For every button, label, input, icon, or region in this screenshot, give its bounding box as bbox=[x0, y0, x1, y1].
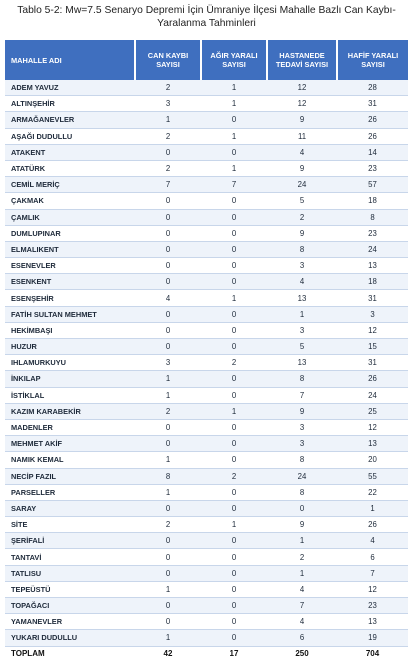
table-row bbox=[5, 500, 408, 516]
neighborhood-name: SARAY bbox=[5, 500, 135, 516]
neighborhood-name: ŞERİFALİ bbox=[5, 533, 135, 549]
hospital-treatment-cell: 6 bbox=[267, 630, 337, 646]
header-severe-line1: AĞIR YARALI bbox=[210, 51, 258, 60]
table-header bbox=[5, 40, 408, 80]
severe-injured-cell: 1 bbox=[201, 517, 267, 533]
table-caption bbox=[6, 4, 407, 30]
header-deaths-line1: CAN KAYBI bbox=[147, 51, 189, 60]
table-row bbox=[5, 290, 408, 306]
hospital-treatment-cell: 9 bbox=[267, 225, 337, 241]
table-row bbox=[5, 160, 408, 176]
light-injured-cell: 31 bbox=[337, 290, 408, 306]
light-injured-cell: 25 bbox=[337, 403, 408, 419]
deaths-cell: 0 bbox=[135, 500, 201, 516]
hospital-treatment-cell: 3 bbox=[267, 258, 337, 274]
deaths-cell: 0 bbox=[135, 598, 201, 614]
deaths-cell: 0 bbox=[135, 225, 201, 241]
table-row bbox=[5, 209, 408, 225]
header-neighborhood: MAHALLE ADI bbox=[5, 40, 135, 80]
header-deaths bbox=[135, 40, 201, 80]
table-row bbox=[5, 387, 408, 403]
table-body bbox=[5, 80, 408, 646]
light-injured-cell: 18 bbox=[337, 274, 408, 290]
neighborhood-name: NAMIK KEMAL bbox=[5, 452, 135, 468]
total-deaths: 42 bbox=[135, 646, 201, 661]
header-hospital-treatment bbox=[267, 40, 337, 80]
light-injured-cell: 15 bbox=[337, 339, 408, 355]
table-row bbox=[5, 436, 408, 452]
table-row bbox=[5, 193, 408, 209]
hospital-treatment-cell: 1 bbox=[267, 533, 337, 549]
deaths-cell: 1 bbox=[135, 484, 201, 500]
hospital-treatment-cell: 9 bbox=[267, 403, 337, 419]
hospital-treatment-cell: 8 bbox=[267, 452, 337, 468]
severe-injured-cell: 0 bbox=[201, 225, 267, 241]
hospital-treatment-cell: 13 bbox=[267, 355, 337, 371]
header-severe-injured bbox=[201, 40, 267, 80]
neighborhood-name: ARMAĞANEVLER bbox=[5, 112, 135, 128]
light-injured-cell: 3 bbox=[337, 306, 408, 322]
caption-line-1: Tablo 5-2: Mw=7.5 Senaryo Depremi İçin Ümraniye İlçesi Mahalle Bazlı Can Kaybı- bbox=[17, 5, 396, 16]
hospital-treatment-cell: 8 bbox=[267, 241, 337, 257]
deaths-cell: 0 bbox=[135, 306, 201, 322]
header-severe-line2: SAYISI bbox=[222, 60, 246, 69]
total-hospital-treatment: 250 bbox=[267, 646, 337, 661]
hospital-treatment-cell: 2 bbox=[267, 209, 337, 225]
caption-line-2: Yaralanma Tahminleri bbox=[157, 18, 256, 29]
hospital-treatment-cell: 9 bbox=[267, 112, 337, 128]
deaths-cell: 8 bbox=[135, 468, 201, 484]
light-injured-cell: 28 bbox=[337, 80, 408, 96]
table-row bbox=[5, 128, 408, 144]
severe-injured-cell: 0 bbox=[201, 630, 267, 646]
hospital-treatment-cell: 1 bbox=[267, 306, 337, 322]
light-injured-cell: 22 bbox=[337, 484, 408, 500]
deaths-cell: 0 bbox=[135, 436, 201, 452]
light-injured-cell: 12 bbox=[337, 419, 408, 435]
severe-injured-cell: 0 bbox=[201, 484, 267, 500]
neighborhood-name: TOPAĞACI bbox=[5, 598, 135, 614]
severe-injured-cell: 0 bbox=[201, 371, 267, 387]
light-injured-cell: 4 bbox=[337, 533, 408, 549]
table-row bbox=[5, 339, 408, 355]
light-injured-cell: 14 bbox=[337, 144, 408, 160]
hospital-treatment-cell: 5 bbox=[267, 193, 337, 209]
table-row bbox=[5, 403, 408, 419]
neighborhood-name: DUMLUPINAR bbox=[5, 225, 135, 241]
deaths-cell: 4 bbox=[135, 290, 201, 306]
table-row bbox=[5, 80, 408, 96]
header-hospital-line1: HASTANEDE bbox=[279, 51, 325, 60]
severe-injured-cell: 0 bbox=[201, 112, 267, 128]
deaths-cell: 0 bbox=[135, 274, 201, 290]
severe-injured-cell: 0 bbox=[201, 598, 267, 614]
light-injured-cell: 19 bbox=[337, 630, 408, 646]
table-row bbox=[5, 468, 408, 484]
hospital-treatment-cell: 3 bbox=[267, 322, 337, 338]
casualty-table bbox=[5, 40, 408, 661]
severe-injured-cell: 0 bbox=[201, 436, 267, 452]
light-injured-cell: 31 bbox=[337, 355, 408, 371]
severe-injured-cell: 1 bbox=[201, 80, 267, 96]
neighborhood-name: FATİH SULTAN MEHMET bbox=[5, 306, 135, 322]
header-hospital-line2: TEDAVİ SAYISI bbox=[275, 60, 329, 69]
hospital-treatment-cell: 1 bbox=[267, 565, 337, 581]
severe-injured-cell: 0 bbox=[201, 549, 267, 565]
light-injured-cell: 26 bbox=[337, 371, 408, 387]
light-injured-cell: 26 bbox=[337, 112, 408, 128]
deaths-cell: 0 bbox=[135, 209, 201, 225]
total-severe-injured: 17 bbox=[201, 646, 267, 661]
neighborhood-name: MEHMET AKİF bbox=[5, 436, 135, 452]
deaths-cell: 0 bbox=[135, 258, 201, 274]
light-injured-cell: 12 bbox=[337, 581, 408, 597]
hospital-treatment-cell: 24 bbox=[267, 468, 337, 484]
deaths-cell: 0 bbox=[135, 339, 201, 355]
light-injured-cell: 13 bbox=[337, 614, 408, 630]
deaths-cell: 0 bbox=[135, 614, 201, 630]
table-row bbox=[5, 177, 408, 193]
severe-injured-cell: 1 bbox=[201, 403, 267, 419]
table-row bbox=[5, 419, 408, 435]
severe-injured-cell: 0 bbox=[201, 322, 267, 338]
light-injured-cell: 23 bbox=[337, 225, 408, 241]
deaths-cell: 3 bbox=[135, 96, 201, 112]
deaths-cell: 0 bbox=[135, 241, 201, 257]
severe-injured-cell: 1 bbox=[201, 96, 267, 112]
table-row bbox=[5, 306, 408, 322]
hospital-treatment-cell: 5 bbox=[267, 339, 337, 355]
table-footer bbox=[5, 646, 408, 661]
hospital-treatment-cell: 12 bbox=[267, 96, 337, 112]
table-row bbox=[5, 258, 408, 274]
light-injured-cell: 23 bbox=[337, 598, 408, 614]
hospital-treatment-cell: 12 bbox=[267, 80, 337, 96]
neighborhood-name: TATLISU bbox=[5, 565, 135, 581]
severe-injured-cell: 1 bbox=[201, 160, 267, 176]
severe-injured-cell: 0 bbox=[201, 193, 267, 209]
neighborhood-name: ATATÜRK bbox=[5, 160, 135, 176]
severe-injured-cell: 0 bbox=[201, 500, 267, 516]
table-row bbox=[5, 533, 408, 549]
deaths-cell: 3 bbox=[135, 355, 201, 371]
hospital-treatment-cell: 8 bbox=[267, 371, 337, 387]
header-light-line1: HAFİF YARALI bbox=[347, 51, 399, 60]
neighborhood-name: ESENEVLER bbox=[5, 258, 135, 274]
severe-injured-cell: 2 bbox=[201, 355, 267, 371]
severe-injured-cell: 0 bbox=[201, 144, 267, 160]
table-row bbox=[5, 355, 408, 371]
severe-injured-cell: 0 bbox=[201, 452, 267, 468]
hospital-treatment-cell: 7 bbox=[267, 598, 337, 614]
deaths-cell: 0 bbox=[135, 419, 201, 435]
neighborhood-name: SİTE bbox=[5, 517, 135, 533]
hospital-treatment-cell: 3 bbox=[267, 436, 337, 452]
light-injured-cell: 55 bbox=[337, 468, 408, 484]
neighborhood-name: İNKILAP bbox=[5, 371, 135, 387]
deaths-cell: 1 bbox=[135, 112, 201, 128]
neighborhood-name: KAZIM KARABEKİR bbox=[5, 403, 135, 419]
neighborhood-name: TANTAVİ bbox=[5, 549, 135, 565]
table-row bbox=[5, 225, 408, 241]
neighborhood-name: IHLAMURKUYU bbox=[5, 355, 135, 371]
hospital-treatment-cell: 7 bbox=[267, 387, 337, 403]
table-row bbox=[5, 322, 408, 338]
light-injured-cell: 13 bbox=[337, 258, 408, 274]
severe-injured-cell: 0 bbox=[201, 274, 267, 290]
hospital-treatment-cell: 4 bbox=[267, 614, 337, 630]
neighborhood-name: YAMANEVLER bbox=[5, 614, 135, 630]
neighborhood-name: ATAKENT bbox=[5, 144, 135, 160]
severe-injured-cell: 0 bbox=[201, 241, 267, 257]
header-row bbox=[5, 40, 408, 80]
neighborhood-name: CEMİL MERİÇ bbox=[5, 177, 135, 193]
light-injured-cell: 6 bbox=[337, 549, 408, 565]
deaths-cell: 0 bbox=[135, 144, 201, 160]
table-row bbox=[5, 565, 408, 581]
neighborhood-name: YUKARI DUDULLU bbox=[5, 630, 135, 646]
deaths-cell: 1 bbox=[135, 371, 201, 387]
header-deaths-line2: SAYISI bbox=[156, 60, 180, 69]
neighborhood-name: NECİP FAZIL bbox=[5, 468, 135, 484]
table-row bbox=[5, 614, 408, 630]
deaths-cell: 0 bbox=[135, 193, 201, 209]
total-light-injured: 704 bbox=[337, 646, 408, 661]
light-injured-cell: 31 bbox=[337, 96, 408, 112]
neighborhood-name: ELMALIKENT bbox=[5, 241, 135, 257]
severe-injured-cell: 0 bbox=[201, 614, 267, 630]
hospital-treatment-cell: 8 bbox=[267, 484, 337, 500]
table-row bbox=[5, 484, 408, 500]
deaths-cell: 7 bbox=[135, 177, 201, 193]
table-row bbox=[5, 452, 408, 468]
hospital-treatment-cell: 24 bbox=[267, 177, 337, 193]
deaths-cell: 1 bbox=[135, 452, 201, 468]
light-injured-cell: 26 bbox=[337, 517, 408, 533]
severe-injured-cell: 0 bbox=[201, 209, 267, 225]
neighborhood-name: ALTINŞEHİR bbox=[5, 96, 135, 112]
severe-injured-cell: 2 bbox=[201, 468, 267, 484]
deaths-cell: 0 bbox=[135, 565, 201, 581]
neighborhood-name: HEKİMBAŞI bbox=[5, 322, 135, 338]
deaths-cell: 0 bbox=[135, 533, 201, 549]
light-injured-cell: 20 bbox=[337, 452, 408, 468]
neighborhood-name: ÇAKMAK bbox=[5, 193, 135, 209]
hospital-treatment-cell: 4 bbox=[267, 581, 337, 597]
deaths-cell: 2 bbox=[135, 80, 201, 96]
hospital-treatment-cell: 4 bbox=[267, 274, 337, 290]
neighborhood-name: ESENŞEHİR bbox=[5, 290, 135, 306]
deaths-cell: 1 bbox=[135, 387, 201, 403]
neighborhood-name: ESENKENT bbox=[5, 274, 135, 290]
light-injured-cell: 24 bbox=[337, 241, 408, 257]
hospital-treatment-cell: 11 bbox=[267, 128, 337, 144]
severe-injured-cell: 0 bbox=[201, 258, 267, 274]
light-injured-cell: 7 bbox=[337, 565, 408, 581]
hospital-treatment-cell: 13 bbox=[267, 290, 337, 306]
deaths-cell: 2 bbox=[135, 517, 201, 533]
light-injured-cell: 18 bbox=[337, 193, 408, 209]
table-row bbox=[5, 549, 408, 565]
header-light-line2: SAYISI bbox=[361, 60, 385, 69]
light-injured-cell: 13 bbox=[337, 436, 408, 452]
deaths-cell: 2 bbox=[135, 128, 201, 144]
table-row bbox=[5, 274, 408, 290]
deaths-cell: 2 bbox=[135, 160, 201, 176]
hospital-treatment-cell: 0 bbox=[267, 500, 337, 516]
severe-injured-cell: 7 bbox=[201, 177, 267, 193]
header-light-injured bbox=[337, 40, 408, 80]
severe-injured-cell: 0 bbox=[201, 581, 267, 597]
deaths-cell: 0 bbox=[135, 549, 201, 565]
total-row bbox=[5, 646, 408, 661]
deaths-cell: 0 bbox=[135, 322, 201, 338]
light-injured-cell: 57 bbox=[337, 177, 408, 193]
neighborhood-name: TEPEÜSTÜ bbox=[5, 581, 135, 597]
severe-injured-cell: 0 bbox=[201, 565, 267, 581]
severe-injured-cell: 1 bbox=[201, 290, 267, 306]
light-injured-cell: 12 bbox=[337, 322, 408, 338]
deaths-cell: 1 bbox=[135, 581, 201, 597]
deaths-cell: 2 bbox=[135, 403, 201, 419]
light-injured-cell: 23 bbox=[337, 160, 408, 176]
neighborhood-name: ADEM YAVUZ bbox=[5, 80, 135, 96]
total-label: TOPLAM bbox=[5, 646, 135, 661]
light-injured-cell: 24 bbox=[337, 387, 408, 403]
deaths-cell: 1 bbox=[135, 630, 201, 646]
neighborhood-name: İSTİKLAL bbox=[5, 387, 135, 403]
table-row bbox=[5, 581, 408, 597]
hospital-treatment-cell: 4 bbox=[267, 144, 337, 160]
hospital-treatment-cell: 3 bbox=[267, 419, 337, 435]
severe-injured-cell: 0 bbox=[201, 419, 267, 435]
table-row bbox=[5, 371, 408, 387]
table-row bbox=[5, 241, 408, 257]
table-row bbox=[5, 598, 408, 614]
severe-injured-cell: 0 bbox=[201, 339, 267, 355]
light-injured-cell: 8 bbox=[337, 209, 408, 225]
light-injured-cell: 26 bbox=[337, 128, 408, 144]
neighborhood-name: MADENLER bbox=[5, 419, 135, 435]
table-row bbox=[5, 144, 408, 160]
severe-injured-cell: 0 bbox=[201, 533, 267, 549]
table-row bbox=[5, 96, 408, 112]
neighborhood-name: HUZUR bbox=[5, 339, 135, 355]
table-row bbox=[5, 630, 408, 646]
severe-injured-cell: 1 bbox=[201, 128, 267, 144]
hospital-treatment-cell: 9 bbox=[267, 517, 337, 533]
table-row bbox=[5, 517, 408, 533]
light-injured-cell: 1 bbox=[337, 500, 408, 516]
hospital-treatment-cell: 9 bbox=[267, 160, 337, 176]
severe-injured-cell: 0 bbox=[201, 306, 267, 322]
hospital-treatment-cell: 2 bbox=[267, 549, 337, 565]
table-row bbox=[5, 112, 408, 128]
neighborhood-name: PARSELLER bbox=[5, 484, 135, 500]
neighborhood-name: AŞAĞI DUDULLU bbox=[5, 128, 135, 144]
neighborhood-name: ÇAMLIK bbox=[5, 209, 135, 225]
severe-injured-cell: 0 bbox=[201, 387, 267, 403]
